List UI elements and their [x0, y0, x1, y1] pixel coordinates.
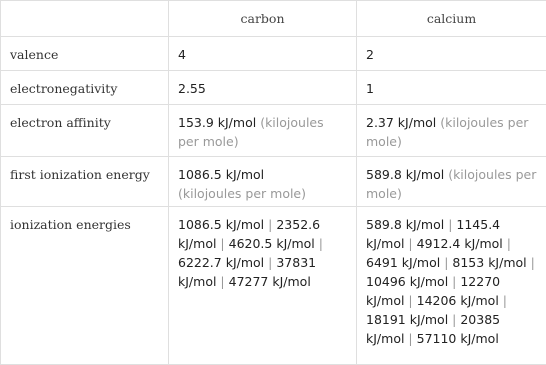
ionization-energy-value: 589.8 kJ/mol: [366, 217, 444, 232]
cell-carbon-ionization-energies: [169, 207, 357, 365]
list-separator: |: [531, 255, 535, 270]
list-separator: |: [452, 312, 456, 327]
ionization-energy-value: 8153 kJ/mol: [452, 255, 526, 270]
list-separator: |: [220, 274, 224, 289]
value-text: 153.9 kJ/mol: [178, 115, 256, 130]
cell-calcium-valence: 2: [357, 37, 546, 71]
ionization-energy-value: 6491 kJ/mol: [366, 255, 440, 270]
list-separator: |: [448, 217, 452, 232]
unit-description: (kilojoules per mole): [366, 115, 528, 149]
list-separator: |: [444, 255, 448, 270]
ionization-energy-value: 12270 kJ/mol: [366, 274, 500, 308]
header-row: [1, 1, 546, 37]
cell-carbon-electronegativity: 2.55: [169, 71, 357, 105]
list-separator: |: [268, 217, 272, 232]
row-label-ionization-energies: ionization energies: [1, 207, 169, 365]
list-separator: |: [503, 293, 507, 308]
ionization-energy-value: 4620.5 kJ/mol: [229, 236, 315, 251]
ionization-energy-value: 14206 kJ/mol: [417, 293, 499, 308]
cell-carbon-electron-affinity: [169, 105, 357, 157]
cell-calcium-electron-affinity: [357, 105, 546, 157]
row-label-electronegativity: electronegativity: [1, 71, 169, 105]
value-text: 2.37 kJ/mol: [366, 115, 436, 130]
value-text: 589.8 kJ/mol: [366, 167, 444, 182]
ionization-energy-value: 57110 kJ/mol: [417, 331, 499, 346]
list-separator: |: [452, 274, 456, 289]
ionization-energy-value: 20385 kJ/mol: [366, 312, 500, 346]
ionization-energy-value: 2352.6 kJ/mol: [178, 217, 320, 251]
ionization-energy-value: 47277 kJ/mol: [229, 274, 311, 289]
ionization-energy-value: 1145.4 kJ/mol: [366, 217, 500, 251]
list-separator: |: [220, 236, 224, 251]
list-separator: |: [408, 331, 412, 346]
list-separator: |: [507, 236, 511, 251]
cell-carbon-valence: 4: [169, 37, 357, 71]
header-empty-cell: [1, 1, 169, 37]
list-separator: |: [268, 255, 272, 270]
list-separator: |: [408, 293, 412, 308]
ionization-energy-value: 6222.7 kJ/mol: [178, 255, 264, 270]
list-separator: |: [408, 236, 412, 251]
cell-carbon-first-ionization: [169, 157, 357, 207]
table-row-electron-affinity: [1, 105, 546, 157]
value-text: 1086.5 kJ/mol: [178, 167, 264, 182]
table-row-electronegativity: [1, 71, 546, 105]
cell-calcium-electronegativity: 1: [357, 71, 546, 105]
table-row-ionization-energies: [1, 207, 546, 365]
ionization-energy-value: 37831 kJ/mol: [178, 255, 316, 289]
row-label-electron-affinity: electron affinity: [1, 105, 169, 157]
header-carbon: carbon: [169, 1, 357, 37]
header-calcium: calcium: [357, 1, 546, 37]
ionization-energy-value: 4912.4 kJ/mol: [417, 236, 503, 251]
ionization-energy-value: 18191 kJ/mol: [366, 312, 448, 327]
table-row-first-ionization-energy: [1, 157, 546, 207]
cell-calcium-ionization-energies: [357, 207, 546, 365]
unit-description: (kilojoules per mole): [178, 186, 306, 201]
row-label-first-ionization-energy: first ionization energy: [1, 157, 169, 207]
row-label-valence: valence: [1, 37, 169, 71]
ionization-energy-value: 10496 kJ/mol: [366, 274, 448, 289]
unit-description: (kilojoules per mole): [178, 115, 324, 149]
list-separator: |: [319, 236, 323, 251]
cell-calcium-first-ionization: [357, 157, 546, 207]
ionization-energy-value: 1086.5 kJ/mol: [178, 217, 264, 232]
table-row-valence: [1, 37, 546, 71]
unit-description: (kilojoules per mole): [366, 167, 536, 201]
